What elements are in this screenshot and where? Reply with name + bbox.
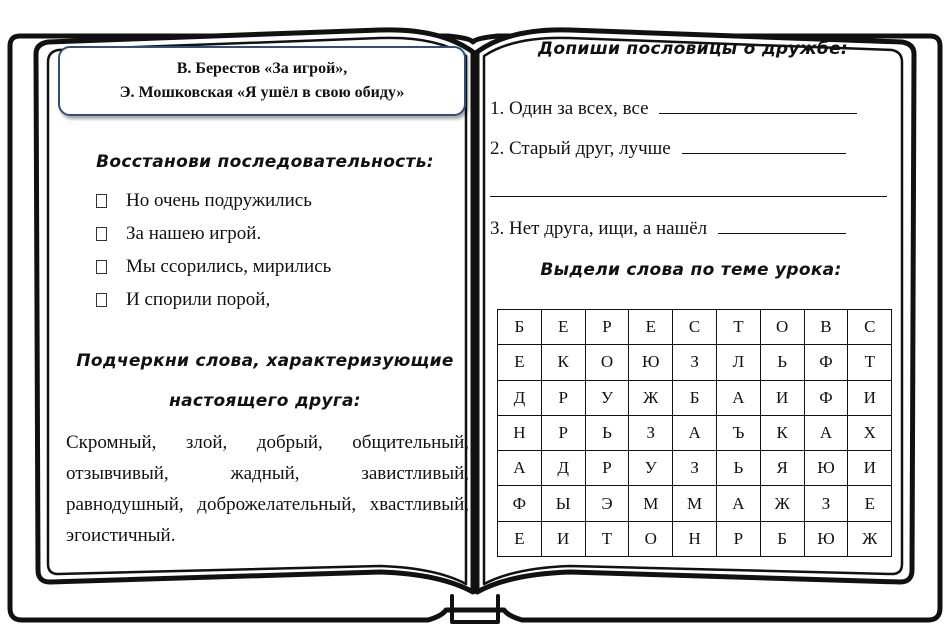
grid-cell[interactable]: А — [673, 415, 717, 450]
grid-cell[interactable]: Ъ — [716, 415, 760, 450]
grid-cell[interactable]: Д — [498, 380, 542, 415]
proverb-1-answer-line[interactable] — [659, 94, 857, 114]
proverb-2-answer-line[interactable] — [682, 134, 846, 154]
sequence-list — [96, 184, 456, 316]
sequence-heading: Восстанови последовательность: — [96, 152, 434, 172]
grid-cell[interactable]: Х — [848, 415, 892, 450]
grid-cell[interactable]: А — [716, 380, 760, 415]
list-item — [96, 184, 456, 217]
proverb-1-text: 1. Один за всех, все — [490, 98, 649, 119]
list-item — [96, 217, 456, 250]
grid-cell[interactable]: З — [673, 451, 717, 486]
sequence-item-text: За нашею игрой. — [126, 222, 262, 244]
grid-cell[interactable]: Ф — [498, 486, 542, 521]
grid-cell[interactable]: Б — [760, 521, 804, 556]
grid-cell[interactable]: Р — [541, 380, 585, 415]
grid-cell[interactable]: Ю — [804, 451, 848, 486]
underline-heading-line-2: настоящего друга: — [169, 391, 361, 411]
grid-cell[interactable]: Ф — [804, 380, 848, 415]
grid-row — [498, 521, 892, 556]
grid-cell[interactable]: И — [848, 451, 892, 486]
grid-cell[interactable]: Э — [585, 486, 629, 521]
grid-cell[interactable]: Р — [716, 521, 760, 556]
title-line-2: Э. Мошковская «Я ушёл в свою обиду» — [119, 84, 405, 101]
grid-cell[interactable]: К — [760, 415, 804, 450]
grid-cell[interactable]: О — [760, 310, 804, 345]
grid-row — [498, 345, 892, 380]
proverbs-heading: Допиши пословицы о дружбе: — [537, 39, 849, 59]
grid-cell[interactable]: И — [541, 521, 585, 556]
grid-cell[interactable]: Ж — [848, 521, 892, 556]
title-box — [58, 46, 466, 116]
list-item — [96, 250, 456, 283]
grid-cell[interactable]: Р — [585, 451, 629, 486]
grid-row — [498, 415, 892, 450]
proverb-2-text: 2. Старый друг, лучше — [490, 138, 671, 159]
grid-cell[interactable]: Е — [498, 521, 542, 556]
grid-cell[interactable]: Д — [541, 451, 585, 486]
grid-cell[interactable]: М — [629, 486, 673, 521]
proverb-2 — [490, 134, 846, 160]
grid-cell[interactable]: А — [804, 415, 848, 450]
list-item — [96, 283, 456, 316]
proverb-3-answer-line[interactable] — [718, 214, 846, 234]
grid-cell[interactable]: М — [673, 486, 717, 521]
grid-cell[interactable]: Ь — [760, 345, 804, 380]
grid-cell[interactable]: Ю — [804, 521, 848, 556]
grid-cell[interactable]: Т — [716, 310, 760, 345]
grid-cell[interactable]: Е — [848, 486, 892, 521]
order-checkbox[interactable] — [96, 260, 107, 274]
proverb-3 — [490, 214, 846, 240]
grid-cell[interactable]: З — [673, 345, 717, 380]
letter-grid — [497, 309, 892, 557]
grid-heading: Выдели слова по теме урока: — [540, 260, 842, 280]
grid-row — [498, 380, 892, 415]
grid-cell[interactable]: Е — [629, 310, 673, 345]
grid-cell[interactable]: Я — [760, 451, 804, 486]
grid-cell[interactable]: Ж — [629, 380, 673, 415]
grid-cell[interactable]: В — [804, 310, 848, 345]
grid-cell[interactable]: Ю — [629, 345, 673, 380]
grid-cell[interactable]: О — [585, 345, 629, 380]
proverb-1 — [490, 94, 857, 120]
grid-cell[interactable]: У — [585, 380, 629, 415]
grid-cell[interactable]: К — [541, 345, 585, 380]
order-checkbox[interactable] — [96, 194, 107, 208]
proverb-2-answer-line-continued[interactable] — [490, 177, 887, 197]
grid-cell[interactable]: Б — [673, 380, 717, 415]
grid-cell[interactable]: С — [673, 310, 717, 345]
grid-cell[interactable]: Л — [716, 345, 760, 380]
grid-cell[interactable]: Е — [541, 310, 585, 345]
order-checkbox[interactable] — [96, 227, 107, 241]
sequence-item-text: Мы ссорились, мирились — [126, 255, 332, 277]
grid-cell[interactable]: З — [804, 486, 848, 521]
traits-text[interactable]: Скромный, злой, добрый, общительный, отзывчивый, жадный, завистливый, равнодушный, доброжелательный, хвастливый, эгоистичный. — [66, 432, 469, 546]
grid-cell[interactable]: Т — [585, 521, 629, 556]
title-line-1: В. Берестов «За игрой», — [176, 60, 348, 77]
grid-cell[interactable]: Б — [498, 310, 542, 345]
grid-cell[interactable]: Е — [498, 345, 542, 380]
grid-cell[interactable]: Р — [585, 310, 629, 345]
grid-cell[interactable]: У — [629, 451, 673, 486]
sequence-item-text: И спорили порой, — [126, 288, 271, 310]
grid-cell[interactable]: Ы — [541, 486, 585, 521]
grid-cell[interactable]: Ь — [585, 415, 629, 450]
grid-cell[interactable]: А — [498, 451, 542, 486]
grid-cell[interactable]: О — [629, 521, 673, 556]
grid-cell[interactable]: И — [760, 380, 804, 415]
grid-cell[interactable]: А — [716, 486, 760, 521]
proverb-3-text: 3. Нет друга, ищи, а нашёл — [490, 218, 708, 239]
sequence-item-text: Но очень подружились — [126, 189, 312, 211]
underline-heading-line-1: Подчеркни слова, характеризующие — [76, 351, 454, 371]
grid-cell[interactable]: З — [629, 415, 673, 450]
grid-cell[interactable]: Р — [541, 415, 585, 450]
grid-cell[interactable]: Ь — [716, 451, 760, 486]
grid-row — [498, 486, 892, 521]
grid-cell[interactable]: И — [848, 380, 892, 415]
grid-cell[interactable]: Ф — [804, 345, 848, 380]
grid-cell[interactable]: Ж — [760, 486, 804, 521]
grid-cell[interactable]: Т — [848, 345, 892, 380]
grid-row — [498, 451, 892, 486]
grid-cell[interactable]: Н — [673, 521, 717, 556]
order-checkbox[interactable] — [96, 293, 107, 307]
grid-cell[interactable]: Н — [498, 415, 542, 450]
grid-cell[interactable]: С — [848, 310, 892, 345]
grid-row — [498, 310, 892, 345]
